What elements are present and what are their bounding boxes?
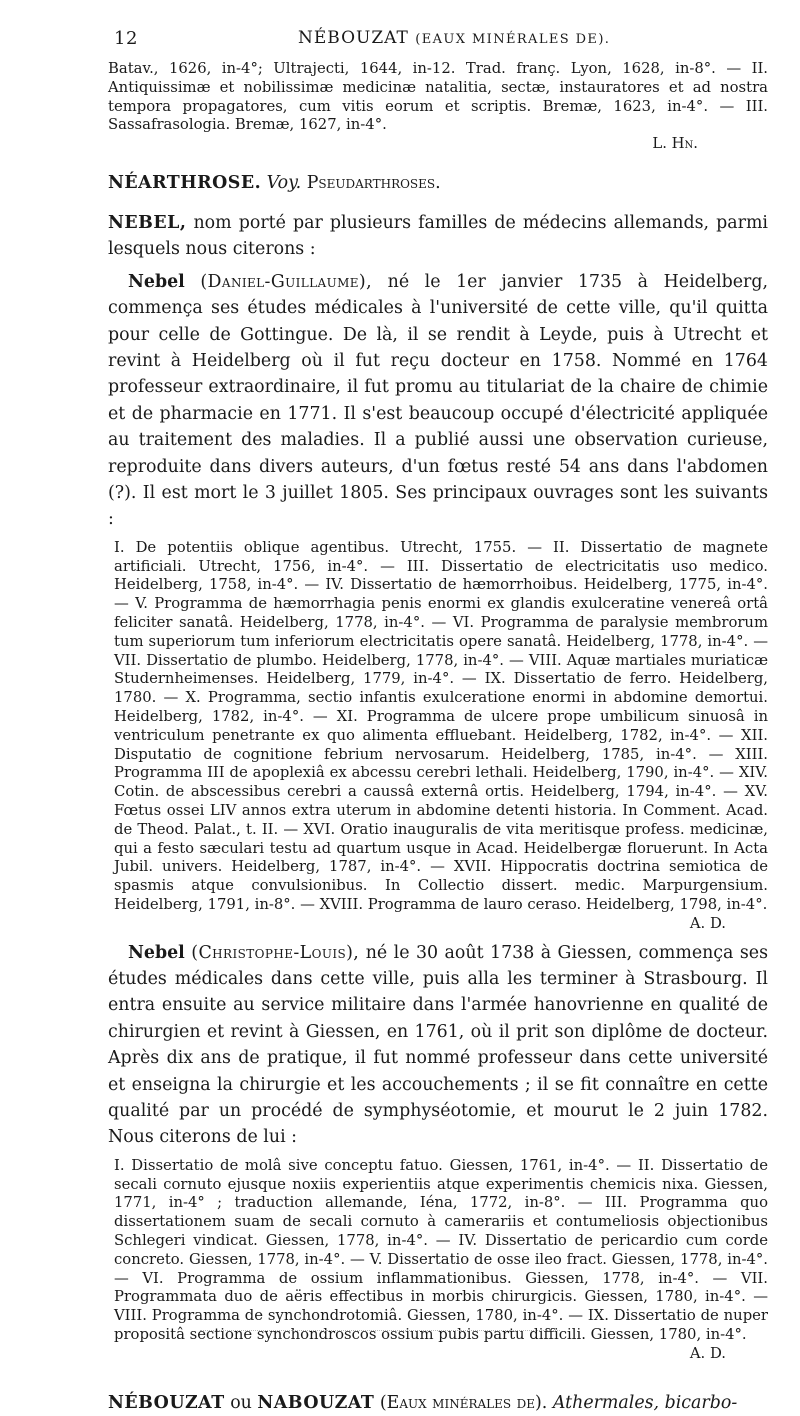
continuation-signature: L. Hn.	[652, 135, 698, 153]
daniel-signature-row	[108, 915, 768, 934]
entry-nebouzat	[108, 1390, 768, 1416]
entry-nearthrose	[108, 170, 768, 196]
continuation-block	[108, 60, 768, 135]
bottom-dotted-rule	[200, 1330, 560, 1331]
running-title-sub: (EAUX MINÉRALES DE).	[415, 32, 611, 47]
bibliography-daniel	[108, 539, 768, 915]
continuation-text: Batav., 1626, in-4°; Ultrajecti, 1644, in-12. Trad. franç. Lyon, 1628, in-8°. — II. Antiquissimæ et nobilissimæ medicinæ natalitia, sectæ, instauratores et ad nostra tempora propagatores, cum vitis eorum et scriptis. Bremæ, 1623, in-4°. — III. Sassafrasologia. Bremæ, 1627, in-4°.	[108, 60, 768, 134]
christophe-signature-row	[108, 1345, 768, 1364]
entry-head-nebel: NEBEL,	[108, 212, 187, 233]
running-title-main: NÉBOUZAT	[298, 28, 409, 48]
entry-connector: ou	[230, 1392, 252, 1413]
entry-parenthetical: (Eaux minérales de).	[379, 1392, 548, 1413]
entry-nebel	[108, 210, 768, 263]
entry-christophe-louis	[108, 940, 768, 1151]
author-signature: A. D.	[689, 914, 726, 932]
entry-description: Athermales, bicarbo-	[552, 1392, 738, 1413]
page-number: 12	[114, 28, 138, 49]
entry-head-nearthrose: NÉARTHROSE.	[108, 172, 262, 193]
entry-head-nabouzat: NABOUZAT	[257, 1392, 375, 1413]
subentry-given-names: (Christophe-Louis),	[191, 942, 360, 963]
subentry-biography: né le 1er janvier 1735 à Heidelberg, commença ses études médicales à l'université de cette ville, qu'il quitta pour celle de Gottingue. De là, il se rendit à Leyde, puis à Utrecht et revint à Heidelberg où il fut reçu docteur en 1758. Nommé en 1764 professeur extraordinaire, il fut promu au titulariat de la chaire de chimie et de pharmacie en 1771. Il s'est beaucoup occupé d'électricité appliquée au traitement des maladies. Il a publié aussi une observation curieuse, reproduite dans divers auteurs, d'un fœtus resté 54 ans dans l'abdomen (?). Il est mort le 3 juillet 1805. Ses principaux ouvrages sont les suivants :	[108, 271, 769, 530]
voy-label: Voy.	[266, 172, 302, 193]
subentry-name: Nebel	[128, 271, 185, 292]
bibliography-text: I. De potentiis oblique agentibus. Utrecht, 1755. — II. Dissertatio de magnete artificiali. Utrecht, 1756, in-4°. — III. Dissertatio de electricitatis uso medico. Heidelberg, 1758, in-4°. — IV. Dissertatio de hæmorrhoibus. Heidelberg, 1775, in-4°. — V. Programma de hæmorrhagia penis enormi ex glandis exulceratine venereâ ortâ feliciter sanatâ. Heidelberg, 1778, in-4°. — VI. Programma de paralysie membrorum tum superiorum tum inferiorum electricitatis opere sanatâ. Heidelberg, 1778, in-4°. — VII. Dissertatio de plumbo. Heidelberg, 1778, in-4°. — VIII. Aquæ martiales muriaticæ Studernheimenses. Heidelberg, 1779, in-4°. — IX. Dissertatio de ferro. Heidelberg, 1780. — X. Programma, sectio infantis exulceratione enormi in abdomine demortui. Heidelberg, 1782, in-4°. — XI. Programma de ulcere prope umbilicum sinuosâ in ventriculum penetrante ex quo alimenta effluebant. Heidelberg, 1782, in-4°. — XII. Disputatio de cognitione febrium nervosarum. Heidelberg, 1785, in-4°. — XIII. Programma III de apoplexiâ ex abcessu cerebri lethali. Heidelberg, 1790, in-4°. — XIV. Cotin. de abscessibus cerebri a caussâ externâ ortis. Heidelberg, 1794, in-4°. — XV. Fœtus ossei LIV annos extra uterum in abdomine detenti historia. In Comment. Acad. de Theod. Palat., t. II. — XVI. Oratio inauguralis de vita meritisque profess. medicinæ, qui a festo sæculari testu ad quartum usque in Acad. Heidelbergæ floruerunt. In Acta Jubil. univers. Heidelberg, 1787, in-4°. — XVII. Hippocratis doctrina semiotica de spasmis atque convulsionibus. In Collectio dissert. medic. Marpurgensium. Heidelberg, 1791, in-8°. — XVIII. Programma de lauro ceraso. Heidelberg, 1798, in-4°.	[114, 538, 768, 913]
entry-head-nebouzat: NÉBOUZAT	[108, 1392, 225, 1413]
subentry-name: Nebel	[128, 942, 185, 963]
entry-daniel-guillaume	[108, 269, 768, 533]
continuation-signature-row	[108, 135, 768, 154]
bibliography-text: I. Dissertatio de molâ sive conceptu fatuo. Giessen, 1761, in-4°. — II. Dissertatio de secali cornuto ejusque noxiis experientiis atque experimentis chemicis nixa. Giessen, 1771, in-4° ; traduction allemande, Iéna, 1772, in-8°. — III. Programma quo dissertationem suam de secali cornuto à camerariis et contumeliosis objectionibus Schlegeri vindicat. Giessen, 1778, in-4°. — IV. Dissertatio de pericardio cum corde concreto. Giessen, 1778, in-4°. — V. Dissertatio de osse ileo fract. Giessen, 1778, in-4°. — VI. Programma de ossium inflammationibus. Giessen, 1778, in-4°. — VII. Programmata duo de aëris effectibus in morbis chirurgicis. Giessen, 1780, in-4°. — VIII. Programma de synchondrotomiâ. Giessen, 1780, in-4°. — IX. Dissertatio de nuper propositâ sectione synchondroscos ossium pubis partu difficili. Giessen, 1780, in-4°.	[114, 1156, 768, 1344]
subentry-given-names: (Daniel-Guillaume),	[200, 271, 373, 292]
cross-reference: Pseudarthroses.	[306, 172, 441, 193]
running-head	[108, 22, 768, 49]
bibliography-christophe	[108, 1157, 768, 1345]
running-title	[298, 28, 610, 48]
author-signature: A. D.	[689, 1344, 726, 1362]
entry-intro-nebel: nom porté par plusieurs familles de médecins allemands, parmi lesquels nous citerons :	[108, 212, 768, 260]
subentry-biography: né le 30 août 1738 à Giessen, commença ses études médicales dans cette ville, puis alla les terminer à Strasbourg. Il entra ensuite au service militaire dans l'armée hanovrienne en qualité de chirurgien et revint à Giessen, en 1761, où il prit son diplôme de docteur. Après dix ans de pratique, il fut nommé professeur dans cette université et enseigna la chirurgie et les accouchements ; il se fit connaître en cette qualité par un procédé de symphyséotomie, et mourut le 2 juin 1782. Nous citerons de lui :	[108, 942, 769, 1148]
